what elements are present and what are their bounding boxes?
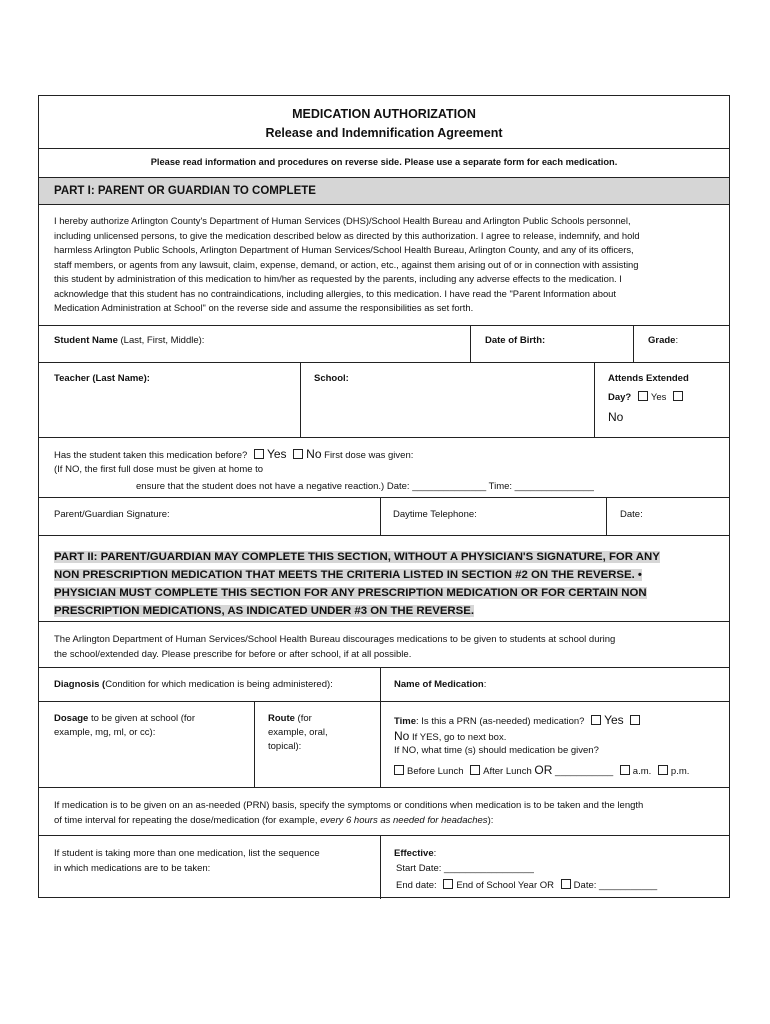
authorization-line: harmless Arlington Public Schools, Arlington Department of Human Services/School Health Bureau, Arlington County, and any of its officers, [54, 244, 634, 255]
prn-question [394, 713, 643, 727]
daytime-telephone-field[interactable]: Daytime Telephone: [393, 509, 477, 520]
route-hint-3: topical): [268, 741, 302, 752]
divider [606, 498, 607, 535]
divider [633, 326, 634, 362]
divider [594, 363, 595, 437]
date-of-birth-field[interactable]: Date of Birth: [485, 335, 546, 346]
form-subtitle: Release and Indemnification Agreement [265, 126, 503, 140]
if-yes-note: If YES, go to next box. [411, 732, 507, 743]
signature-row [39, 498, 729, 536]
diagnosis-label: Diagnosis ( [54, 679, 106, 690]
route-field[interactable] [268, 713, 312, 724]
grade-colon: : [675, 335, 679, 346]
prn-line: If medication is to be given on an as-needed (PRN) basis, specify the symptoms or conditions when medication is to be taken and the length [54, 800, 644, 811]
extended-day-label: Attends Extended [608, 373, 689, 384]
instructions-row [39, 149, 729, 178]
dosage-route-time-row [39, 702, 729, 788]
student-info-row [39, 326, 729, 363]
effective-label: Effective [394, 848, 434, 859]
sequence-line: If student is taking more than one medication, list the sequence [54, 848, 320, 859]
medication-name-field[interactable] [394, 679, 486, 690]
divider [380, 668, 381, 701]
yes-label: Yes [650, 392, 667, 403]
prn-example: every 6 hours as needed for headaches [320, 815, 488, 826]
time-label: Time [394, 716, 417, 727]
yes-label: Yes [266, 447, 287, 461]
authorization-paragraph [54, 214, 724, 316]
dosage-label: Dosage [54, 713, 89, 724]
checkbox-icon[interactable] [394, 765, 404, 775]
authorization-line: including unlicensed persons, to give the medication described below as directed by this authorization. I agree to release, indemnify, and hold [54, 229, 640, 241]
grade-label: Grade [648, 335, 676, 346]
instructions-text: Please read information and procedures on reverse side. Please use a separate form for each medication. [150, 157, 618, 167]
extended-day-label-2: Day? [608, 392, 632, 403]
end-of-year-label: End of School Year OR [456, 880, 555, 891]
checkbox-icon[interactable] [673, 391, 683, 401]
student-name-hint: (Last, First, Middle): [120, 335, 205, 346]
part2-heading-line: PRESCRIPTION MEDICATIONS, AS INDICATED UNDER #3 ON THE REVERSE. [54, 605, 475, 617]
divider [470, 326, 471, 362]
route-hint: (for [294, 713, 312, 724]
checkbox-icon[interactable] [561, 879, 571, 889]
divider [380, 498, 381, 535]
before-lunch-label: Before Lunch [407, 766, 464, 777]
divider [380, 702, 381, 787]
checkbox-icon[interactable] [630, 715, 640, 725]
checkbox-icon[interactable] [470, 765, 480, 775]
effective-colon: : [433, 848, 437, 859]
authorization-line: staff members, or agents from any lawsuit, claim, expense, demand, or action, etc., against them arising out of or in connection with assisting [54, 258, 639, 270]
prn-line-2[interactable] [54, 815, 493, 826]
grade-field[interactable] [648, 335, 678, 346]
sequence-effective-row [39, 836, 729, 899]
prn-line-text: of time interval for repeating the dose/medication (for example, [54, 815, 321, 826]
part2-heading-line: PART II: PARENT/GUARDIAN MAY COMPLETE THIS SECTION, WITHOUT A PHYSICIAN'S SIGNATURE, FOR ANY [54, 551, 660, 563]
taken-before-line [54, 447, 413, 461]
medication-name-label: Name of Medication [394, 679, 484, 690]
am-label: a.m. [632, 766, 652, 777]
no-label: No [306, 447, 322, 461]
pm-label: p.m. [670, 766, 690, 777]
end-date-blank[interactable]: Date: ___________ [573, 880, 658, 891]
part2-heading [54, 548, 724, 620]
part1-heading: PART I: PARENT OR GUARDIAN TO COMPLETE [54, 185, 316, 197]
authorization-line: this student by administration of this medication to him/her as requested by the parents, including any adverse effects to the medication. I [54, 273, 622, 284]
taken-before-question: Has the student taken this medication before? [54, 450, 248, 461]
discourage-line: The Arlington Department of Human Services/School Health Bureau discourages medications to be given to students at school during [54, 634, 616, 645]
checkbox-icon[interactable] [638, 391, 648, 401]
prn-no-line [394, 729, 506, 743]
authorization-line: I hereby authorize Arlington County's Department of Human Services (DHS)/School Health Bureau and Arlington Public Schools personnel, [54, 215, 631, 226]
divider [300, 363, 301, 437]
divider [254, 702, 255, 787]
yes-label: Yes [604, 713, 624, 727]
dosage-hint: to be given at school (for [88, 713, 195, 724]
extended-day-no-label: No [608, 410, 624, 424]
first-dose-date-time[interactable]: ensure that the student does not have a negative reaction.) Date: ______________ Time: _______________ [136, 481, 594, 492]
extended-day-question [608, 391, 686, 403]
discourage-line: the school/extended day. Please prescribe for before or after school, if at all possible. [54, 649, 412, 660]
school-field[interactable]: School: [314, 373, 349, 384]
route-hint-2: example, oral, [268, 727, 328, 738]
checkbox-icon[interactable] [591, 715, 601, 725]
diagnosis-row [39, 668, 729, 702]
prn-row [39, 788, 729, 836]
part1-heading-row [39, 178, 729, 205]
date-field[interactable]: Date: [620, 509, 643, 520]
effective-heading [394, 848, 436, 859]
diagnosis-hint: Condition for which medication is being administered): [105, 679, 333, 690]
if-no-note: (If NO, the first full dose must be given at home to [54, 464, 264, 475]
after-lunch-label: After Lunch [483, 766, 532, 777]
time-blank[interactable]: ___________ [555, 766, 614, 777]
form-title: MEDICATION AUTHORIZATION [292, 107, 476, 121]
student-name-field[interactable] [54, 335, 204, 346]
start-date-field[interactable]: Start Date: _________________ [396, 863, 534, 874]
checkbox-icon[interactable] [254, 449, 264, 459]
if-no-time-note: If NO, what time (s) should medication be given? [394, 745, 599, 756]
student-name-label: Student Name [54, 335, 118, 346]
first-dose-label: First dose was given: [324, 450, 414, 461]
teacher-school-row [39, 363, 729, 438]
end-date-line [396, 879, 657, 891]
checkbox-icon[interactable] [293, 449, 303, 459]
dosage-field[interactable] [54, 713, 195, 724]
part2-heading-line: NON PRESCRIPTION MEDICATION THAT MEETS THE CRITERIA LISTED IN SECTION #2 ON THE REVERSE. • [54, 569, 642, 581]
authorization-line: Medication Administration at School" on the reverse side and assume the responsibilities as set forth. [54, 302, 474, 313]
sequence-line[interactable]: in which medications are to be taken: [54, 863, 211, 874]
divider [380, 836, 381, 899]
authorization-row [39, 205, 729, 326]
part2-heading-line: PHYSICIAN MUST COMPLETE THIS SECTION FOR ANY PRESCRIPTION MEDICATION OR FOR CERTAIN NON [54, 587, 647, 599]
checkbox-icon[interactable] [658, 765, 668, 775]
checkbox-icon[interactable] [443, 879, 453, 889]
discourage-row [39, 622, 729, 668]
time-question: : Is this a PRN (as-needed) medication? [416, 716, 585, 727]
end-date-label: End date: [396, 880, 437, 891]
no-label: No [394, 729, 410, 743]
taken-before-row [39, 438, 729, 498]
dosage-hint-2: example, mg, ml, or cc): [54, 727, 156, 738]
route-label: Route [268, 713, 295, 724]
medication-authorization-form [38, 95, 730, 898]
part2-heading-row [39, 536, 729, 622]
medication-name-colon: : [483, 679, 487, 690]
or-label: OR [534, 763, 553, 777]
prn-line-end: ): [487, 815, 494, 826]
time-options [390, 763, 689, 777]
parent-signature-field[interactable]: Parent/Guardian Signature: [54, 509, 170, 520]
teacher-field[interactable]: Teacher (Last Name): [54, 373, 150, 384]
checkbox-icon[interactable] [620, 765, 630, 775]
form-header [39, 96, 729, 149]
diagnosis-field[interactable] [54, 679, 333, 690]
authorization-line: acknowledge that this student has no contraindications, including allergies, to this medication. I have read the "Parent Information about [54, 287, 617, 299]
